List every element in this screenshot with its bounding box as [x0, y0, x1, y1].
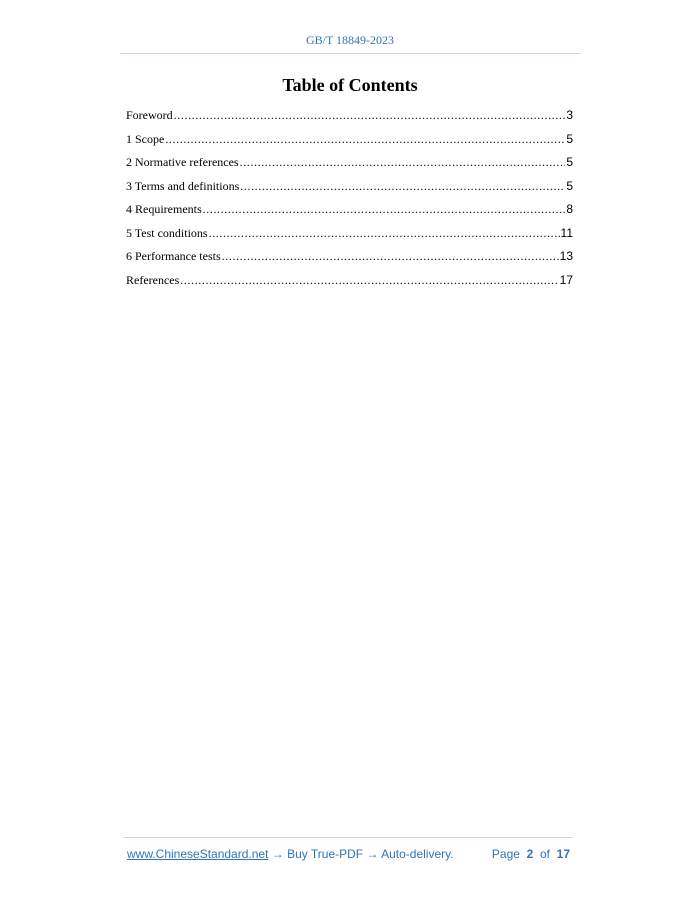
footer-divider: [124, 837, 572, 838]
page-footer: [127, 847, 572, 861]
toc-entry-terms-definitions[interactable]: [126, 179, 573, 203]
toc-entry-label: 3 Terms and definitions: [126, 178, 240, 193]
toc-entry-label: 5 Test conditions: [126, 225, 208, 240]
toc-dot-leader: [240, 155, 566, 170]
site-link[interactable]: www.ChineseStandard.net: [127, 847, 269, 861]
toc-entry-label: Foreword: [126, 108, 173, 122]
toc-dot-leader: [240, 179, 565, 194]
toc-entry-page: 5: [566, 178, 573, 193]
toc-dot-leader: [222, 249, 559, 264]
document-code-header: GB/T 18849-2023: [305, 33, 395, 47]
toc-entry-performance-tests[interactable]: [126, 249, 573, 273]
toc-entry-page: 3: [566, 108, 573, 122]
toc-dot-leader: [180, 273, 558, 288]
toc-entry-requirements[interactable]: [126, 202, 573, 226]
toc-entry-label: 2 Normative references: [126, 155, 239, 169]
toc-entry-normative-references[interactable]: [126, 155, 573, 179]
toc-entry-references[interactable]: [126, 273, 573, 297]
page-word: Page: [491, 847, 520, 861]
toc-entry-label: 4 Requirements: [126, 202, 202, 216]
toc-entry-scope[interactable]: [126, 132, 573, 156]
toc-entry-label: References: [126, 272, 180, 287]
total-pages-number: 17: [556, 847, 570, 861]
toc-entry-page: 13: [559, 249, 573, 263]
toc-entry-test-conditions[interactable]: [126, 226, 573, 250]
toc-entry-page: 8: [566, 202, 573, 216]
toc-dot-leader: [174, 108, 566, 123]
toc-entry-label: 6 Performance tests: [126, 249, 221, 263]
toc-entry-foreword[interactable]: [126, 108, 573, 132]
toc-entry-page: 11: [560, 225, 573, 240]
page-indicator: [492, 847, 570, 861]
toc-entry-page: 5: [566, 131, 573, 146]
toc-dot-leader: [209, 226, 560, 241]
footer-promo-text: → Buy True-PDF → Auto-delivery.: [268, 847, 454, 861]
current-page-number: 2: [526, 847, 534, 861]
toc-dot-leader: [165, 132, 565, 147]
header-divider: [120, 53, 580, 54]
toc-list: [126, 108, 573, 296]
toc-entry-page: 5: [566, 155, 573, 169]
toc-dot-leader: [203, 202, 566, 217]
toc-title: Table of Contents: [282, 75, 418, 95]
toc-entry-label: 1 Scope: [126, 131, 165, 146]
of-word: of: [539, 847, 550, 861]
toc-entry-page: 17: [559, 272, 573, 287]
